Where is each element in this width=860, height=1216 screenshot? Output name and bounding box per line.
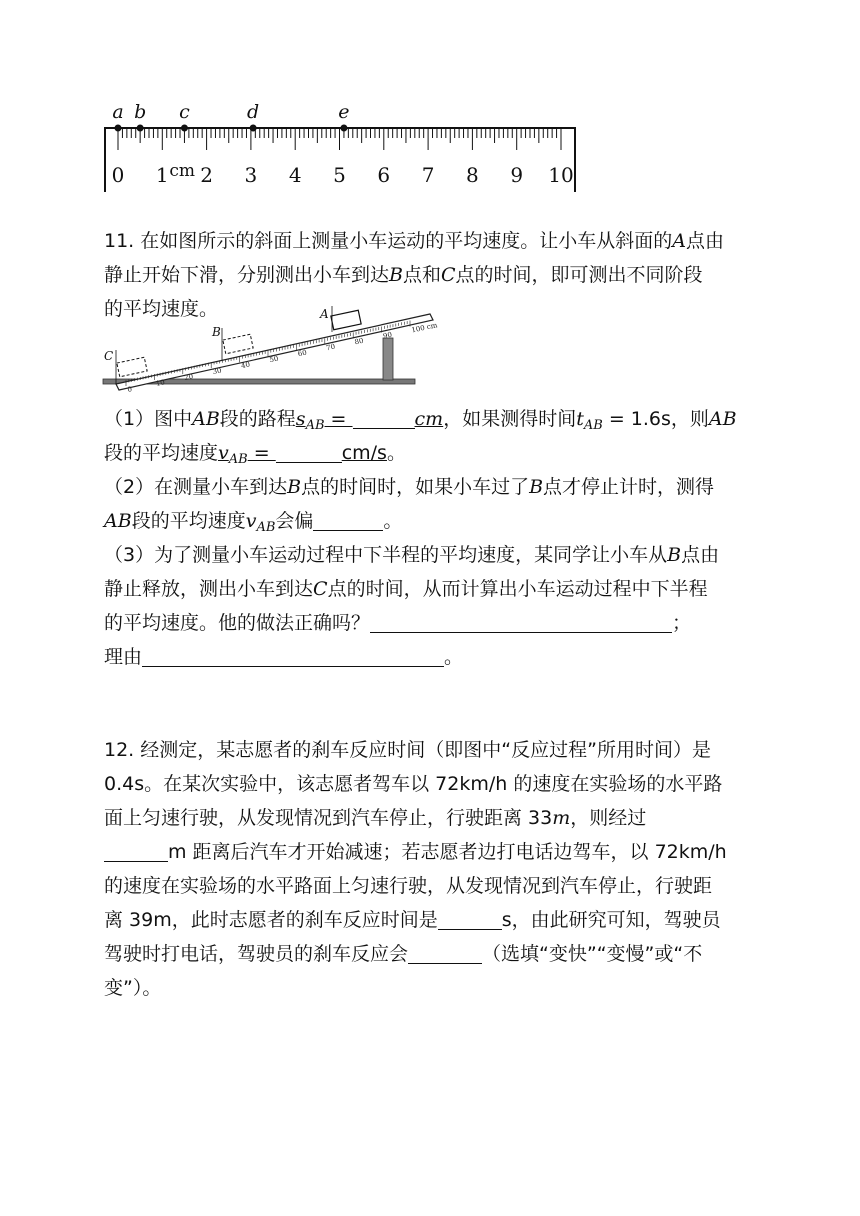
ruler-point [341,125,347,131]
ruler-figure [100,98,590,194]
ruler-tick-label: 6 [377,163,391,187]
answer-blank-reaction[interactable] [408,941,482,964]
answer-blank-distance[interactable] [104,839,168,862]
ruler-tick-label: 7 [421,163,435,187]
answer-blank-vab[interactable] [276,440,342,463]
incline-scale-label: 100 cm [410,321,439,335]
ruler-tick-label: 5 [333,163,346,187]
incline-scale-label: 10 [155,378,166,389]
part-3-line2: 静止释放，测出小车到达C点的时间，从而计算出小车运动过程中下半程 [104,578,708,600]
ruler-point [115,125,121,131]
part-3-line3: 的平均速度。他的做法正确吗？ ； [104,612,692,634]
incline-scale-label: 40 [240,360,251,371]
ruler-tick-label: 10 [548,163,574,187]
part-2-line1: （2）在测量小车到达B点的时间时，如果小车过了B点才停止计时，测得 [104,476,715,498]
incline-point-label: C [104,349,114,363]
ruler-point-label: a [112,101,124,123]
answer-blank-time[interactable] [438,907,502,930]
incline-support [383,338,393,380]
ruler-point-label: b [134,101,147,123]
ruler-tick-label: 3 [244,163,258,187]
ruler-tick-label: 9 [510,163,524,187]
incline-scale-label: 60 [297,348,308,359]
ruler-tick-label: 4 [288,163,302,187]
incline-scale-label: 70 [325,342,336,353]
ruler-point-label: c [179,101,190,123]
ruler-tick-label: 2 [200,163,213,187]
ruler-tick-label: 8 [466,163,479,187]
incline-point-label: B [212,325,221,339]
incline-scale-label: 30 [211,366,223,377]
part-1-line1: （1）图中AB段的路程$s_{AB}$ = cm，如果测得时间$t_{AB} = 1.6s$，则AB [104,408,737,433]
ruler-point [137,125,143,131]
incline-scale-label: 20 [183,372,194,383]
ruler-point [181,125,187,131]
incline-scale-label: 80 [353,336,365,347]
ruler-point-label: d [247,101,260,123]
answer-blank-reason[interactable] [142,644,444,667]
ruler-point-label: e [338,101,350,123]
ruler-unit: cm [169,161,196,181]
answer-blank-correct[interactable] [370,610,672,633]
q11-number: 11. [104,230,135,252]
incline-scale-label: 50 [268,354,280,365]
question-12: 12. 经测定，某志愿者的刹车反应时间（即图中“反应过程”所用时间）是 0.4s。在某次实验中，该志愿者驾车以 72km/h 的速度在实验场的水平路 面上匀速行驶，从发现情况到汽车停止，行驶距离 33m，则经过 m 距离后汽车才开始减速；若志愿者边打电话边驾车，以 72km/h 的速度在实验场的水平路面上匀速行驶，从发现情况到汽车停止，行驶距 离 39m，此时志愿者的刹车反应时间是 s，由此研究可知，驾驶员 驾驶时打电话，驾驶员的刹车反应会 （选填“变快”“变慢”或“不 变”）。 [104,739,727,999]
cart-outline-c [117,357,147,377]
incline-point-label: A [320,307,329,321]
ruler-tick-label: 0 [111,163,125,187]
question-11-parts [104,402,764,674]
part-1-line2: 段的平均速度$v_{AB} = cm/s$。 [104,442,406,467]
incline-scale-label: 90 [382,330,393,341]
cart-outline-b [223,334,253,354]
question-11: 11. 在如图所示的斜面上测量小车运动的平均速度。让小车从斜面的A点由 静止开始下滑，分别测出小车到达B点和C点的时间，即可测出不同阶段 的平均速度。 [104,230,725,320]
ruler-point [250,125,256,131]
answer-blank-sab[interactable] [353,406,415,429]
part-2-line2: AB段的平均速度$v_{AB}$会偏 。 [104,510,403,535]
answer-blank-bias[interactable] [313,508,383,531]
incline-scale-label: 0 [126,385,133,394]
ruler-tick-label: 1 [155,163,169,187]
part-3-line4: 理由 。 [104,646,464,668]
part-3-line1: （3）为了测量小车运动过程中下半程的平均速度，某同学让小车从B点由 [104,544,720,566]
